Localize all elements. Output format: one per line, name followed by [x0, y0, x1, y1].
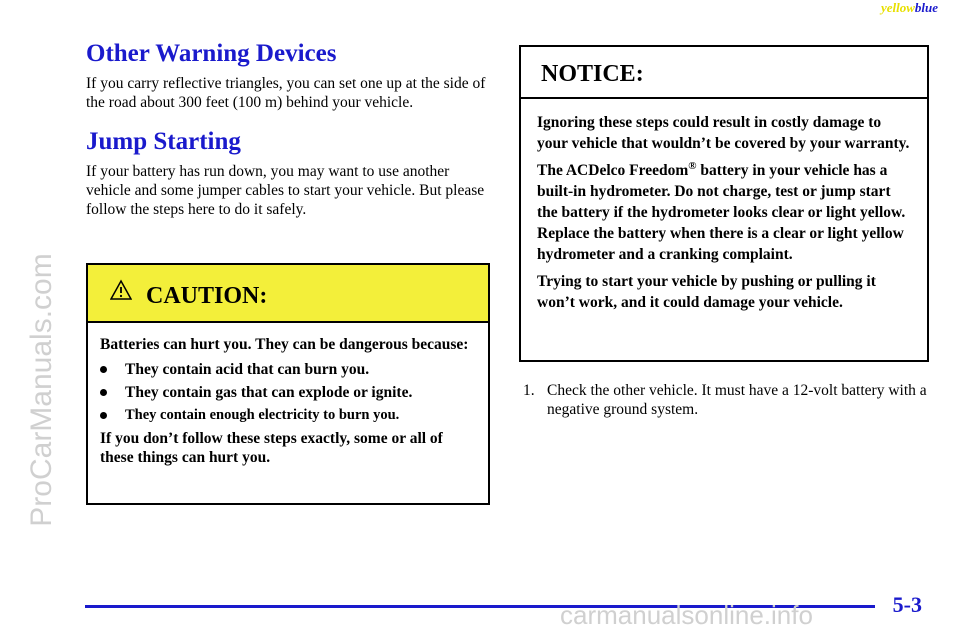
- caution-bullet-text: They contain enough electricity to burn you.: [125, 407, 400, 423]
- watermark-left-text: ProCarManuals.com: [25, 253, 58, 527]
- notice-header: [521, 47, 927, 99]
- jump-starting-text: If your battery has run down, you may want to use another vehicle and some jumper cables to start your vehicle. But please follow the steps here to do it safely.: [86, 163, 485, 218]
- caution-header: [88, 265, 488, 323]
- color-tag-blue: blue: [914, 0, 938, 15]
- warning-triangle-icon: [110, 279, 132, 306]
- other-warning-text: If you carry reflective triangles, you can set one up at the side of the road about 300 feet (100 m) behind your vehicle.: [86, 75, 486, 111]
- watermark-left: [0, 0, 60, 640]
- notice-body: [521, 99, 927, 313]
- notice-p2-start: The ACDelco Freedom: [537, 162, 689, 179]
- notice-title: NOTICE:: [541, 61, 644, 87]
- step-text: Check the other vehicle. It must have a 12-volt battery with a negative ground system.: [547, 382, 927, 418]
- notice-paragraph-2: [537, 160, 915, 265]
- other-warning-heading: Other Warning Devices: [86, 40, 337, 67]
- notice-paragraph-1: Ignoring these steps could result in costly damage to your vehicle that wouldn’t be covered by your warranty.: [537, 114, 910, 152]
- notice-paragraph-3: Trying to start your vehicle by pushing or pulling it won’t work, and it could damage your vehicle.: [537, 273, 876, 311]
- caution-list: [100, 360, 476, 425]
- jump-starting-heading: Jump Starting: [86, 128, 241, 155]
- bullet-icon: [100, 412, 107, 419]
- watermark-bottom: carmanualsonline.info: [560, 600, 813, 630]
- caution-bullet: [100, 360, 476, 379]
- caution-bullet: [100, 383, 476, 402]
- page-number: 5-3: [892, 592, 922, 617]
- registered-mark: ®: [688, 159, 697, 172]
- left-column: [86, 38, 491, 219]
- step-1: [523, 381, 933, 419]
- caution-body: [88, 323, 488, 467]
- caution-intro: Batteries can hurt you. They can be dangerous because:: [100, 336, 469, 353]
- caution-bullet: [100, 406, 476, 425]
- caution-bullet-text: They contain gas that can explode or ignite.: [125, 384, 413, 401]
- notice-p2-end: battery in your vehicle has a built-in hydrometer. Do not charge, test or jump start the battery if the hydrometer looks clear or light yellow. Replace the battery when there is a clear or light yellow hydrometer and a cranking complaint.: [537, 162, 906, 263]
- bullet-icon: [100, 366, 107, 373]
- caution-box: [86, 263, 490, 505]
- color-tag: [881, 0, 938, 16]
- step-number: 1.: [523, 382, 535, 399]
- color-tag-yellow: yellow: [880, 0, 915, 15]
- bullet-icon: [100, 389, 107, 396]
- notice-box: [519, 45, 929, 362]
- caution-title: CAUTION:: [146, 283, 268, 309]
- caution-outro: If you don’t follow these steps exactly, some or all of these things can hurt you.: [100, 430, 443, 466]
- caution-bullet-text: They contain acid that can burn you.: [125, 361, 370, 378]
